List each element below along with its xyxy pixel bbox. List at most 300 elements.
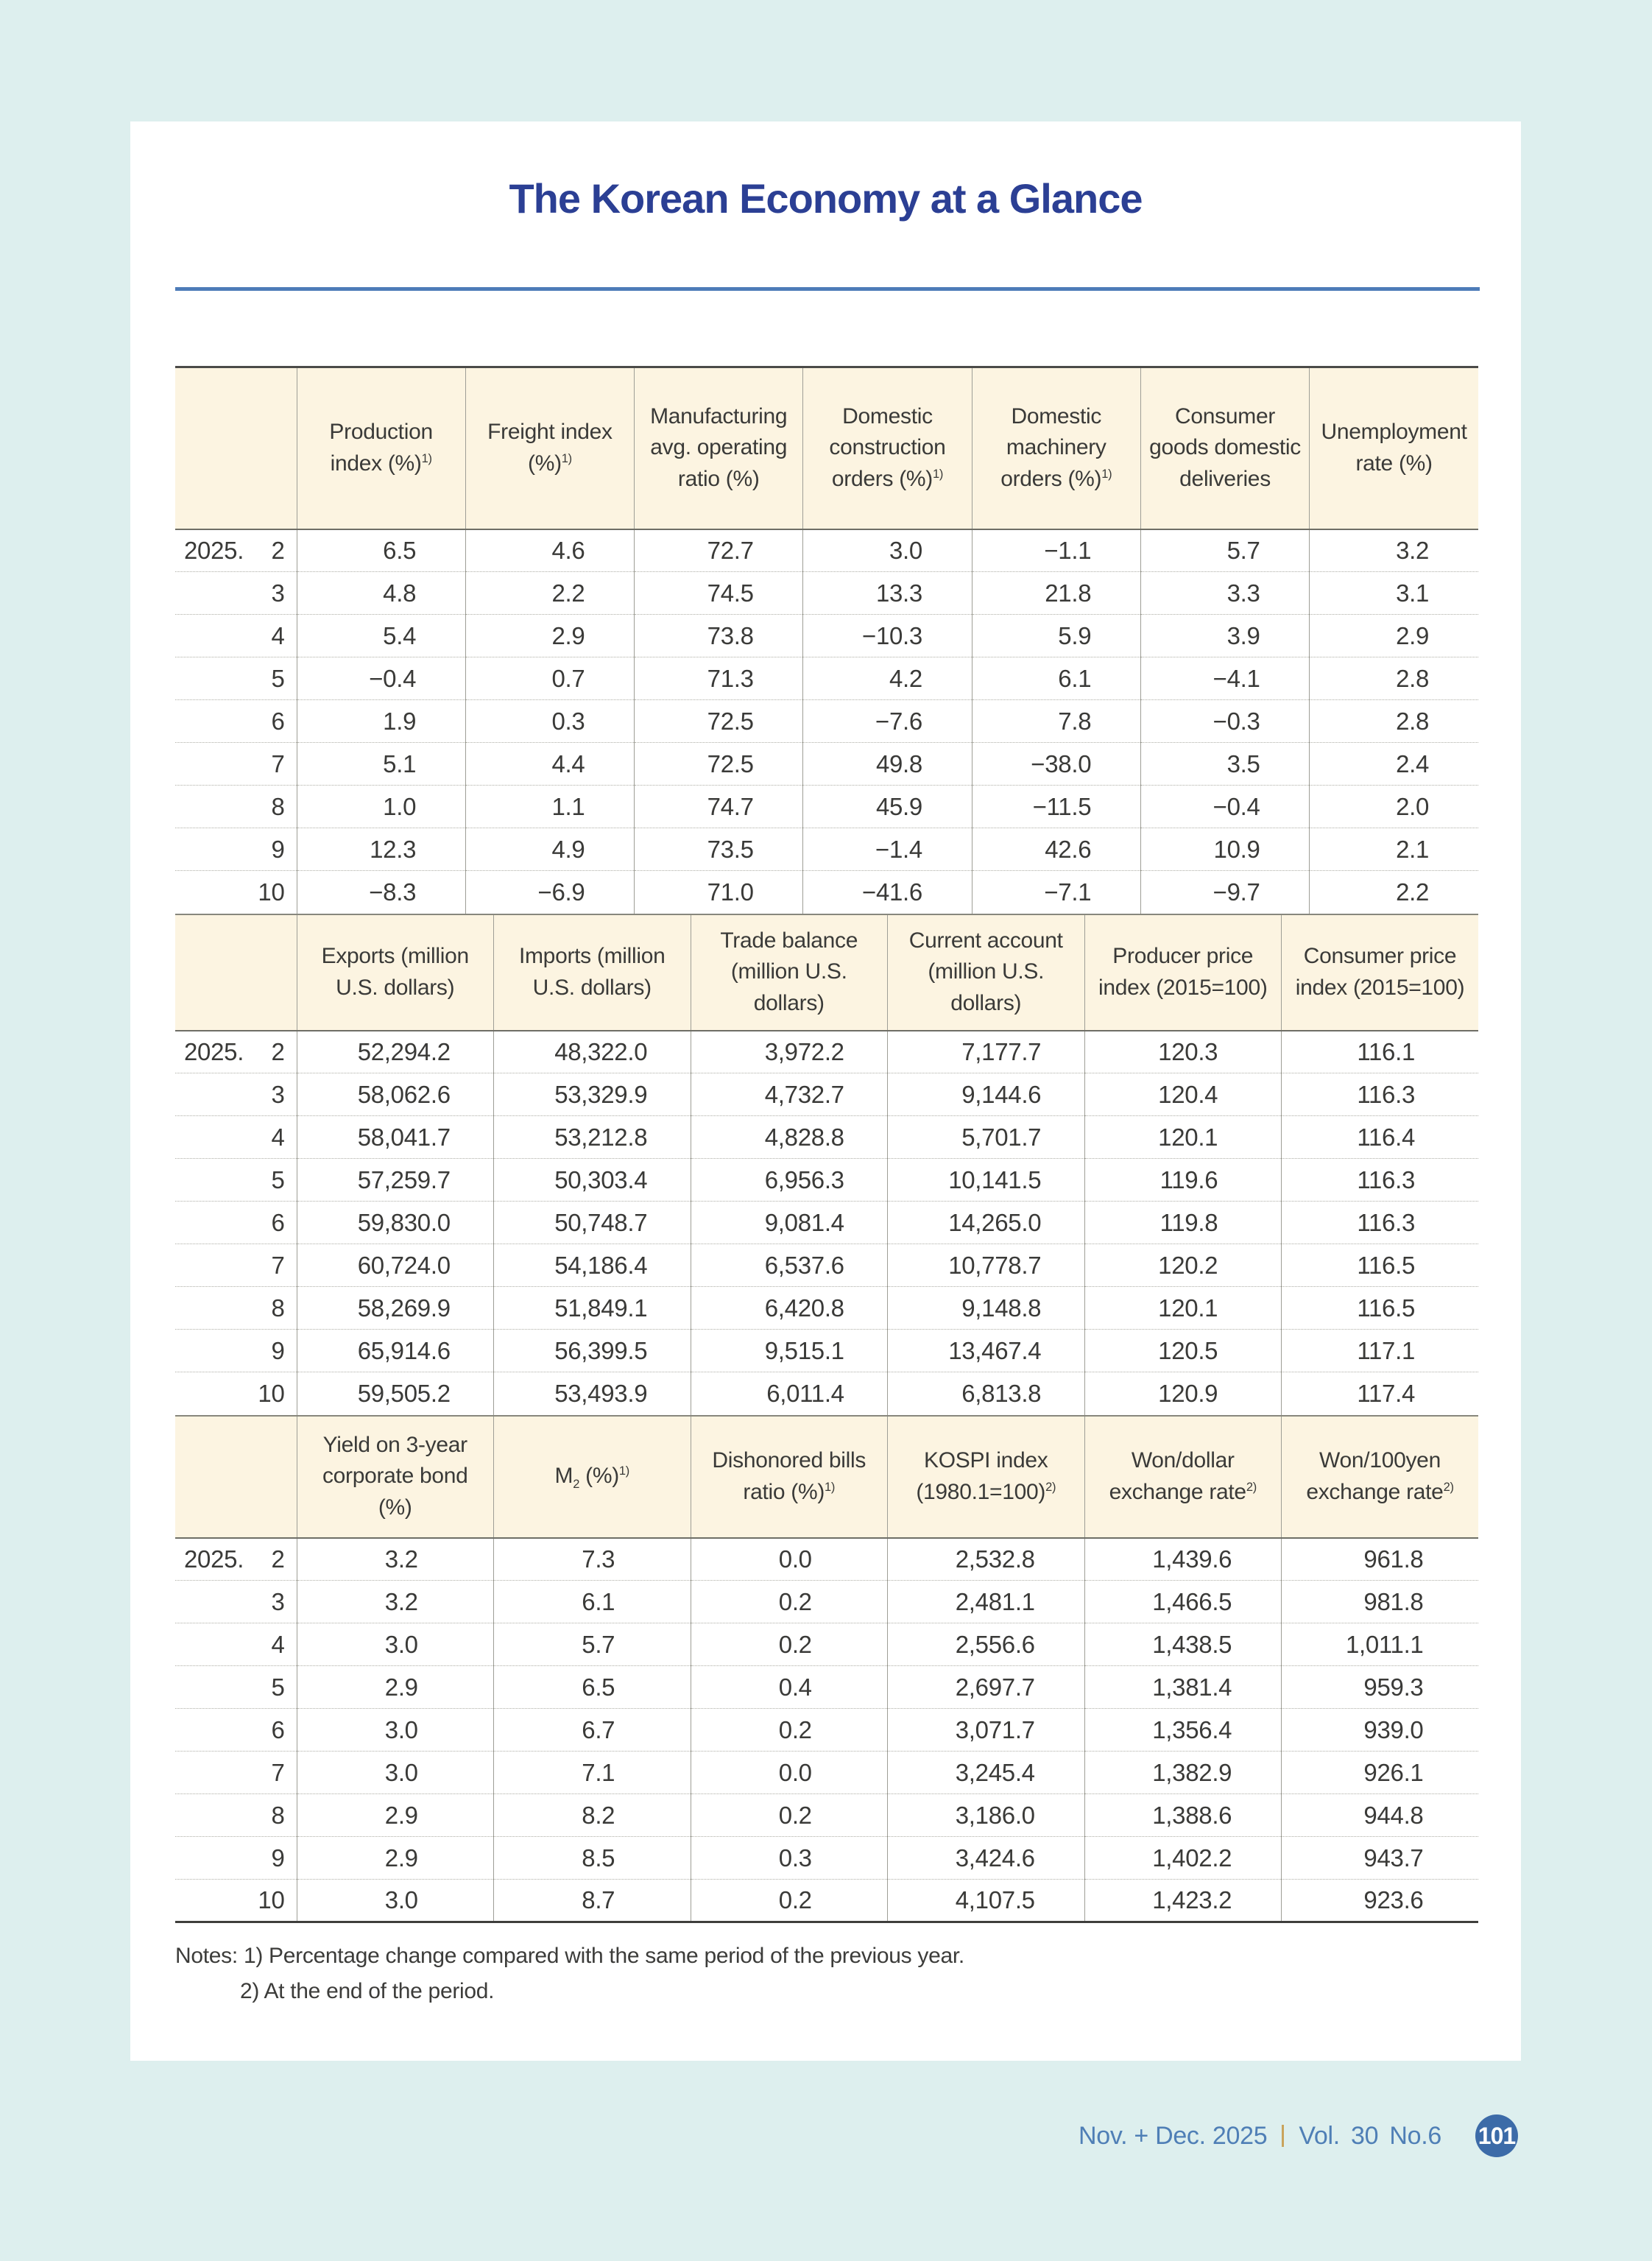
value: 3.0 <box>384 1758 418 1786</box>
value-cell <box>803 615 972 657</box>
table-row <box>175 615 1478 657</box>
value-cell <box>1084 1031 1282 1073</box>
value-cell <box>297 1623 494 1666</box>
value-cell <box>972 700 1140 743</box>
value: 120.2 <box>1158 1251 1218 1279</box>
row-label <box>175 743 297 786</box>
header-corner-cell <box>175 367 297 529</box>
value-cell <box>635 572 803 615</box>
footer-issue: Nov. + Dec. 2025 <box>1079 2121 1268 2150</box>
table-row <box>175 1581 1478 1623</box>
value: −7.1 <box>1044 878 1092 906</box>
value: 59,505.2 <box>357 1379 451 1407</box>
value-cell <box>1140 828 1309 871</box>
value: 9,515.1 <box>764 1336 844 1364</box>
value-cell <box>803 871 972 914</box>
value: 8.7 <box>582 1886 615 1913</box>
value: 3.2 <box>384 1587 418 1615</box>
value-cell <box>691 1666 888 1709</box>
value-cell <box>1084 1116 1282 1159</box>
value: 5.7 <box>1226 536 1260 564</box>
value-cell <box>888 1073 1085 1116</box>
value-cell <box>1140 615 1309 657</box>
value-cell <box>297 1581 494 1623</box>
value: 1.1 <box>551 792 585 820</box>
value: 2.2 <box>1396 878 1430 906</box>
value: 4.2 <box>889 664 922 692</box>
row-month: 5 <box>271 1673 285 1701</box>
table-row <box>175 871 1478 914</box>
row-label <box>175 1287 297 1330</box>
value-cell <box>1282 1538 1479 1581</box>
value: 6,011.4 <box>766 1379 844 1407</box>
value: 13.3 <box>875 579 922 607</box>
value-cell <box>888 1666 1085 1709</box>
row-month: 3 <box>271 1080 285 1108</box>
value-cell <box>1282 1031 1479 1073</box>
value: 1,438.5 <box>1152 1630 1232 1658</box>
value: 6.1 <box>582 1587 615 1615</box>
value-cell <box>494 1287 691 1330</box>
value-cell <box>888 1244 1085 1287</box>
value-cell <box>1282 1073 1479 1116</box>
value: 6,956.3 <box>764 1165 844 1193</box>
value: 4.4 <box>551 749 585 777</box>
value-cell <box>691 1623 888 1666</box>
value-cell <box>972 529 1140 572</box>
row-month: 5 <box>271 1165 285 1193</box>
value-cell <box>635 657 803 700</box>
table-row <box>175 828 1478 871</box>
value: 57,259.7 <box>357 1165 451 1193</box>
footer-separator-bar <box>1282 2125 1284 2147</box>
value: −0.3 <box>1212 707 1260 735</box>
value: 119.6 <box>1159 1165 1218 1193</box>
row-label <box>175 1073 297 1116</box>
column-header: Yield on 3-year corporate bond (%) <box>297 1416 494 1538</box>
value-cell <box>1310 615 1478 657</box>
row-month: 2 <box>271 1037 285 1065</box>
row-month: 8 <box>271 792 285 820</box>
row-label <box>175 1752 297 1794</box>
value-cell <box>1084 1372 1282 1415</box>
row-label <box>175 1538 297 1581</box>
value: −4.1 <box>1212 664 1260 692</box>
value: 120.1 <box>1158 1123 1218 1151</box>
table-row <box>175 1116 1478 1159</box>
value-cell <box>691 1287 888 1330</box>
value-cell <box>494 1330 691 1372</box>
value-cell <box>494 1073 691 1116</box>
value: 116.4 <box>1357 1123 1415 1151</box>
value-cell <box>803 743 972 786</box>
value: 3,972.2 <box>764 1037 844 1065</box>
value-cell <box>691 1709 888 1752</box>
value-cell <box>1140 871 1309 914</box>
value-cell <box>888 1372 1085 1415</box>
page-title: The Korean Economy at a Glance <box>509 175 1143 222</box>
table-row <box>175 786 1478 828</box>
value-cell <box>297 1666 494 1709</box>
value: 2.2 <box>551 579 585 607</box>
table-row <box>175 657 1478 700</box>
value-cell <box>888 1202 1085 1244</box>
value-cell <box>297 1330 494 1372</box>
value-cell <box>635 615 803 657</box>
value: 4.8 <box>383 579 417 607</box>
value-cell <box>465 572 634 615</box>
value: 9,144.6 <box>961 1080 1042 1108</box>
column-header: Domestic construction orders (%)$^{1)}$ <box>803 367 972 529</box>
column-header: Consumer price index (2015=100) <box>1282 914 1479 1031</box>
value: −0.4 <box>369 664 417 692</box>
value-cell <box>494 1159 691 1202</box>
value-cell <box>888 1837 1085 1880</box>
value: 2.9 <box>384 1801 418 1829</box>
value-cell <box>1282 1287 1479 1330</box>
table-row <box>175 1330 1478 1372</box>
value: 0.2 <box>778 1715 812 1743</box>
value: 51,849.1 <box>554 1294 648 1322</box>
value-cell <box>635 828 803 871</box>
value-cell <box>1084 1709 1282 1752</box>
value: 42.6 <box>1045 835 1092 863</box>
table-row <box>175 1538 1478 1581</box>
value: 6.5 <box>383 536 417 564</box>
row-label <box>175 572 297 615</box>
value: 2.1 <box>1396 835 1430 863</box>
value-cell <box>1282 1244 1479 1287</box>
value-cell <box>1282 1330 1479 1372</box>
value: 0.4 <box>778 1673 812 1701</box>
value-cell <box>691 1159 888 1202</box>
value-cell <box>888 1880 1085 1922</box>
footnotes <box>175 1939 964 2009</box>
value-cell <box>691 1073 888 1116</box>
value: 0.0 <box>778 1545 812 1573</box>
row-month: 3 <box>271 1587 285 1615</box>
value-cell <box>1084 1538 1282 1581</box>
value: 74.5 <box>707 579 754 607</box>
row-label <box>175 786 297 828</box>
value-cell <box>297 1752 494 1794</box>
column-header: Exports (million U.S. dollars) <box>297 914 494 1031</box>
value: 2.9 <box>384 1673 418 1701</box>
row-month: 7 <box>271 1758 285 1786</box>
row-month: 7 <box>271 749 285 777</box>
value: −38.0 <box>1031 749 1092 777</box>
value: 0.2 <box>778 1886 812 1913</box>
value-cell <box>297 871 465 914</box>
row-label <box>175 1116 297 1159</box>
value-cell <box>888 1330 1085 1372</box>
row-label <box>175 1709 297 1752</box>
value: 961.8 <box>1363 1545 1424 1573</box>
row-label <box>175 1202 297 1244</box>
row-month: 4 <box>271 1630 285 1658</box>
value: 119.8 <box>1159 1208 1218 1236</box>
value: 53,329.9 <box>554 1080 648 1108</box>
value: 116.3 <box>1357 1208 1415 1236</box>
value-cell <box>1282 1159 1479 1202</box>
value-cell <box>888 1538 1085 1581</box>
value: 71.3 <box>707 664 754 692</box>
value: 50,748.7 <box>554 1208 648 1236</box>
value: 10,778.7 <box>948 1251 1042 1279</box>
value-cell <box>888 1031 1085 1073</box>
value-cell <box>1310 871 1478 914</box>
column-header: Domestic machinery orders (%)$^{1)}$ <box>972 367 1140 529</box>
value-cell <box>635 700 803 743</box>
value-cell <box>465 828 634 871</box>
table-external-prices <box>175 914 1478 1415</box>
value: 959.3 <box>1363 1673 1424 1701</box>
row-label <box>175 1372 297 1415</box>
row-month: 10 <box>258 1886 285 1913</box>
value-cell <box>635 743 803 786</box>
value: −0.4 <box>1212 792 1260 820</box>
value-cell <box>972 871 1140 914</box>
value-cell <box>494 1202 691 1244</box>
value-cell <box>297 615 465 657</box>
row-month: 6 <box>271 1208 285 1236</box>
value-cell <box>635 529 803 572</box>
value: 1,466.5 <box>1152 1587 1232 1615</box>
table-row <box>175 1287 1478 1330</box>
value-cell <box>297 1073 494 1116</box>
column-header: Won/100yen exchange rate$^{2)}$ <box>1282 1416 1479 1538</box>
value-cell <box>972 615 1140 657</box>
row-month: 10 <box>258 878 285 906</box>
value-cell <box>1084 1666 1282 1709</box>
table-row <box>175 1837 1478 1880</box>
row-label <box>175 529 297 572</box>
value-cell <box>1084 1287 1282 1330</box>
value: 3,424.6 <box>955 1844 1035 1872</box>
value-cell <box>494 1538 691 1581</box>
value: 10.9 <box>1213 835 1260 863</box>
table-row <box>175 529 1478 572</box>
row-label <box>175 1244 297 1287</box>
value-cell <box>297 1709 494 1752</box>
value: 1,381.4 <box>1152 1673 1232 1701</box>
value-cell <box>803 572 972 615</box>
row-month: 9 <box>271 1844 285 1872</box>
value: 120.4 <box>1158 1080 1218 1108</box>
footer-volume: Vol. 30 No.6 <box>1299 2121 1441 2150</box>
value: 9,081.4 <box>764 1208 844 1236</box>
value-cell <box>1282 1837 1479 1880</box>
column-header: Manufacturing avg. operating ratio (%) <box>635 367 803 529</box>
value: 5.4 <box>383 621 417 649</box>
value-cell <box>888 1159 1085 1202</box>
value-cell <box>972 657 1140 700</box>
row-label <box>175 1837 297 1880</box>
value-cell <box>297 1202 494 1244</box>
value-cell <box>1084 1623 1282 1666</box>
value: −1.1 <box>1044 536 1092 564</box>
value-cell <box>494 1709 691 1752</box>
value: 116.1 <box>1357 1037 1415 1065</box>
value: 58,041.7 <box>357 1123 451 1151</box>
value: 3,245.4 <box>955 1758 1035 1786</box>
row-label <box>175 615 297 657</box>
value: 3.5 <box>1226 749 1260 777</box>
value: 120.9 <box>1158 1379 1218 1407</box>
value: 2,481.1 <box>955 1587 1035 1615</box>
value: 4.6 <box>551 536 585 564</box>
value-cell <box>1084 1159 1282 1202</box>
column-header: Production index (%)$^{1)}$ <box>297 367 465 529</box>
value: 3.0 <box>384 1630 418 1658</box>
value: 0.3 <box>551 707 585 735</box>
value: 0.3 <box>778 1844 812 1872</box>
value: 7.1 <box>582 1758 615 1786</box>
value-cell <box>888 1623 1085 1666</box>
table-financial-markets <box>175 1415 1478 1924</box>
value-cell <box>1084 1330 1282 1372</box>
value-cell <box>494 1372 691 1415</box>
table-row <box>175 572 1478 615</box>
value: 73.8 <box>707 621 754 649</box>
value-cell <box>1140 786 1309 828</box>
value: 120.5 <box>1158 1336 1218 1364</box>
value-cell <box>494 1794 691 1837</box>
value: 21.8 <box>1045 579 1092 607</box>
table-row <box>175 1794 1478 1837</box>
value-cell <box>1084 1202 1282 1244</box>
value-cell <box>1282 1372 1479 1415</box>
value-cell <box>1084 1880 1282 1922</box>
row-year: 2025. <box>184 536 244 564</box>
value-cell <box>888 1794 1085 1837</box>
value-cell <box>494 1116 691 1159</box>
value: 72.7 <box>707 536 754 564</box>
table-row <box>175 700 1478 743</box>
value: 6.1 <box>1058 664 1092 692</box>
row-label <box>175 828 297 871</box>
value-cell <box>494 1752 691 1794</box>
value-cell <box>691 1880 888 1922</box>
value-cell <box>297 1372 494 1415</box>
row-month: 4 <box>271 621 285 649</box>
value-cell <box>494 1880 691 1922</box>
value: 3.1 <box>1396 579 1430 607</box>
row-month: 10 <box>258 1379 285 1407</box>
value-cell <box>888 1709 1085 1752</box>
value: 2.8 <box>1396 664 1430 692</box>
value-cell <box>297 743 465 786</box>
economy-tables <box>175 366 1478 1923</box>
value-cell <box>494 1666 691 1709</box>
value: 8.2 <box>582 1801 615 1829</box>
value-cell <box>972 572 1140 615</box>
value-cell <box>1282 1581 1479 1623</box>
value: 2.4 <box>1396 749 1430 777</box>
value: 5.1 <box>383 749 417 777</box>
value: 117.1 <box>1357 1336 1415 1364</box>
row-label <box>175 1794 297 1837</box>
value-cell <box>803 700 972 743</box>
value-cell <box>1084 1073 1282 1116</box>
value: 72.5 <box>707 707 754 735</box>
value: 8.5 <box>582 1844 615 1872</box>
value: 1,382.9 <box>1152 1758 1232 1786</box>
row-label <box>175 1623 297 1666</box>
value: −10.3 <box>861 621 922 649</box>
row-label <box>175 1330 297 1372</box>
value: 2,697.7 <box>955 1673 1035 1701</box>
footnote-1: Notes: 1) Percentage change compared with the same period of the previous year. <box>175 1944 964 1968</box>
value: 926.1 <box>1363 1758 1424 1786</box>
value: 13,467.4 <box>948 1336 1042 1364</box>
value: 4,107.5 <box>955 1886 1035 1913</box>
value-cell <box>635 871 803 914</box>
column-header: KOSPI index (1980.1=100)$^{2)}$ <box>888 1416 1085 1538</box>
value: 3,071.7 <box>955 1715 1035 1743</box>
value-cell <box>465 700 634 743</box>
column-header: Unemployment rate (%) <box>1310 367 1478 529</box>
value: 50,303.4 <box>554 1165 648 1193</box>
column-header: Current account (million U.S. dollars) <box>888 914 1085 1031</box>
value: −9.7 <box>1212 878 1260 906</box>
value-cell <box>494 1244 691 1287</box>
value: 116.3 <box>1357 1165 1415 1193</box>
value: 2,556.6 <box>955 1630 1035 1658</box>
table-real-activity <box>175 366 1478 914</box>
value-cell <box>465 743 634 786</box>
table-row <box>175 1752 1478 1794</box>
value: 58,269.9 <box>357 1294 451 1322</box>
value-cell <box>1282 1880 1479 1922</box>
value: 120.3 <box>1158 1037 1218 1065</box>
value: 3.0 <box>889 536 922 564</box>
table-row <box>175 1031 1478 1073</box>
value: 0.2 <box>778 1630 812 1658</box>
value-cell <box>297 1244 494 1287</box>
value: 6.5 <box>582 1673 615 1701</box>
value: 6.7 <box>582 1715 615 1743</box>
value-cell <box>1310 529 1478 572</box>
page-card <box>130 121 1521 2061</box>
value-cell <box>297 1880 494 1922</box>
value: 52,294.2 <box>357 1037 451 1065</box>
value-cell <box>803 657 972 700</box>
column-header: Dishonored bills ratio (%)$^{1)}$ <box>691 1416 888 1538</box>
value-cell <box>888 1287 1085 1330</box>
value-cell <box>297 700 465 743</box>
title-underline-rule <box>175 287 1480 291</box>
value: 4,828.8 <box>764 1123 844 1151</box>
value: 3,186.0 <box>955 1801 1035 1829</box>
value-cell <box>1282 1202 1479 1244</box>
table-row <box>175 1666 1478 1709</box>
value-cell <box>1084 1581 1282 1623</box>
table-row <box>175 1623 1478 1666</box>
table-row <box>175 1880 1478 1922</box>
row-month: 6 <box>271 707 285 735</box>
value: 49.8 <box>875 749 922 777</box>
table-row <box>175 1372 1478 1415</box>
value: 53,212.8 <box>554 1123 648 1151</box>
value-cell <box>297 1538 494 1581</box>
row-label <box>175 1031 297 1073</box>
value: 116.3 <box>1357 1080 1415 1108</box>
value: 116.5 <box>1357 1294 1415 1322</box>
value: 2.8 <box>1396 707 1430 735</box>
value: 116.5 <box>1357 1251 1415 1279</box>
row-year: 2025. <box>184 1545 244 1573</box>
